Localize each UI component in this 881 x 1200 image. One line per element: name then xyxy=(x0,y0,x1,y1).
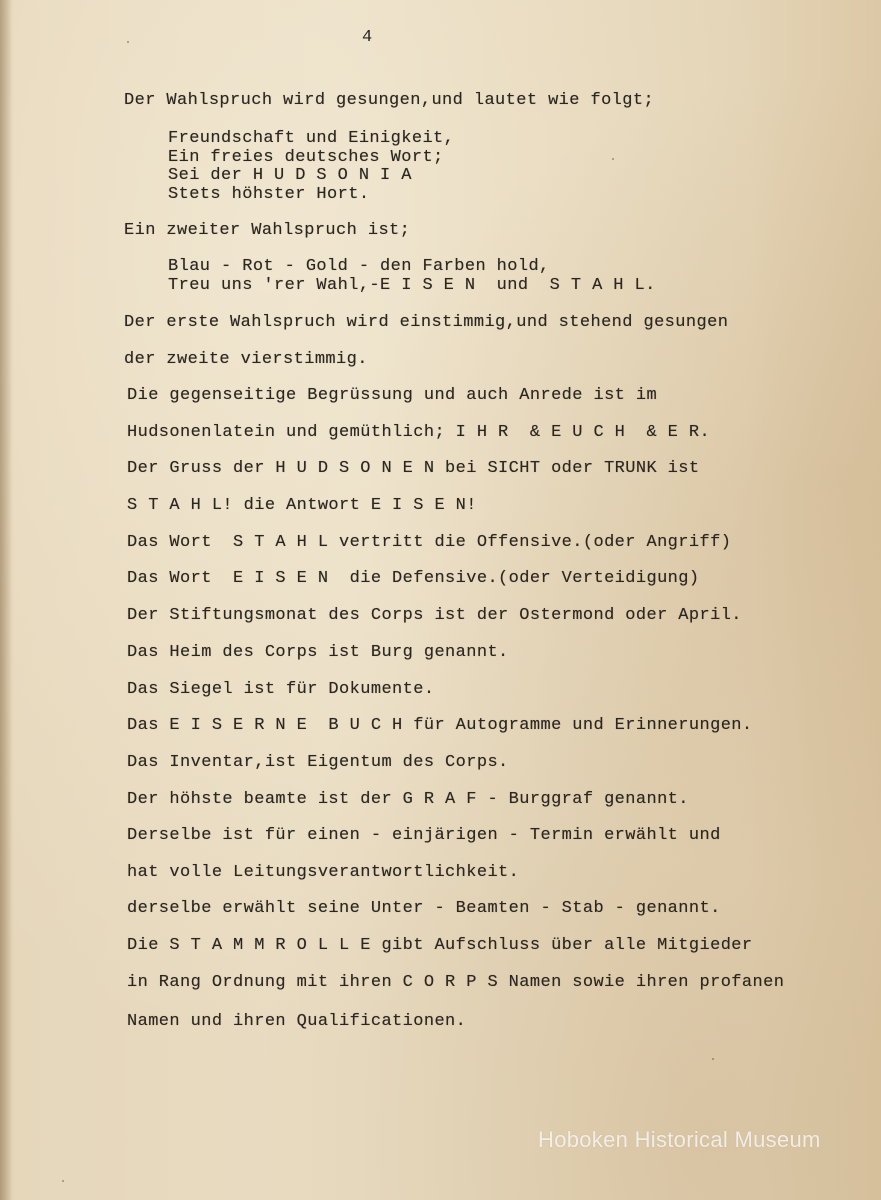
body-line: hat volle Leitungsverantwortlichkeit. xyxy=(127,863,520,882)
body-line: Die S T A M M R O L L E gibt Aufschluss über alle Mitgieder xyxy=(127,936,753,955)
paper-speck xyxy=(62,1180,64,1182)
first-motto-line: Freundschaft und Einigkeit, xyxy=(168,129,455,148)
body-line: Der erste Wahlspruch wird einstimmig,und stehend gesungen xyxy=(124,313,729,332)
body-line: S T A H L! die Antwort E I S E N! xyxy=(127,496,477,515)
body-line: Der Stiftungsmonat des Corps ist der Ostermond oder April. xyxy=(127,606,742,625)
intro-line: Der Wahlspruch wird gesungen,und lautet wie folgt; xyxy=(124,91,655,110)
body-line: Der höhste beamte ist der G R A F - Burggraf genannt. xyxy=(127,790,689,809)
second-motto-line: Blau - Rot - Gold - den Farben hold, xyxy=(168,257,550,276)
paper-speck xyxy=(712,1058,714,1060)
body-line: Das Wort E I S E N die Defensive.(oder Verteidigung) xyxy=(127,569,700,588)
page-number: 4 xyxy=(362,28,373,47)
body-line: Derselbe ist für einen - einjärigen - Termin erwählt und xyxy=(127,826,721,845)
body-line: der zweite vierstimmig. xyxy=(124,350,368,369)
body-line: Das E I S E R N E B U C H für Autogramme und Erinnerungen. xyxy=(127,716,753,735)
first-motto-line: Stets höhster Hort. xyxy=(168,185,370,204)
museum-watermark: Hoboken Historical Museum xyxy=(538,1127,821,1152)
body-line: Das Siegel ist für Dokumente. xyxy=(127,680,435,699)
paper-speck xyxy=(127,41,129,43)
body-line: Das Wort S T A H L vertritt die Offensive.(oder Angriff) xyxy=(127,533,732,552)
first-motto-line: Ein freies deutsches Wort; xyxy=(168,148,444,167)
paper-speck xyxy=(612,158,614,160)
body-line: in Rang Ordnung mit ihren C O R P S Namen sowie ihren profanen xyxy=(127,973,785,992)
body-line: Hudsonenlatein und gemüthlich; I H R & E U C H & E R. xyxy=(127,423,711,442)
second-intro-line: Ein zweiter Wahlspruch ist; xyxy=(124,221,411,240)
second-motto-line: Treu uns 'rer Wahl,-E I S E N und S T A H L. xyxy=(168,276,656,295)
body-line: derselbe erwählt seine Unter - Beamten - Stab - genannt. xyxy=(127,899,721,918)
body-line: Der Gruss der H U D S O N E N bei SICHT oder TRUNK ist xyxy=(127,459,700,478)
first-motto-line: Sei der H U D S O N I A xyxy=(168,166,412,185)
body-line: Das Heim des Corps ist Burg genannt. xyxy=(127,643,509,662)
body-line: Das Inventar,ist Eigentum des Corps. xyxy=(127,753,509,772)
body-line: Die gegenseitige Begrüssung und auch Anrede ist im xyxy=(127,386,658,405)
body-line: Namen und ihren Qualificationen. xyxy=(127,1012,467,1031)
